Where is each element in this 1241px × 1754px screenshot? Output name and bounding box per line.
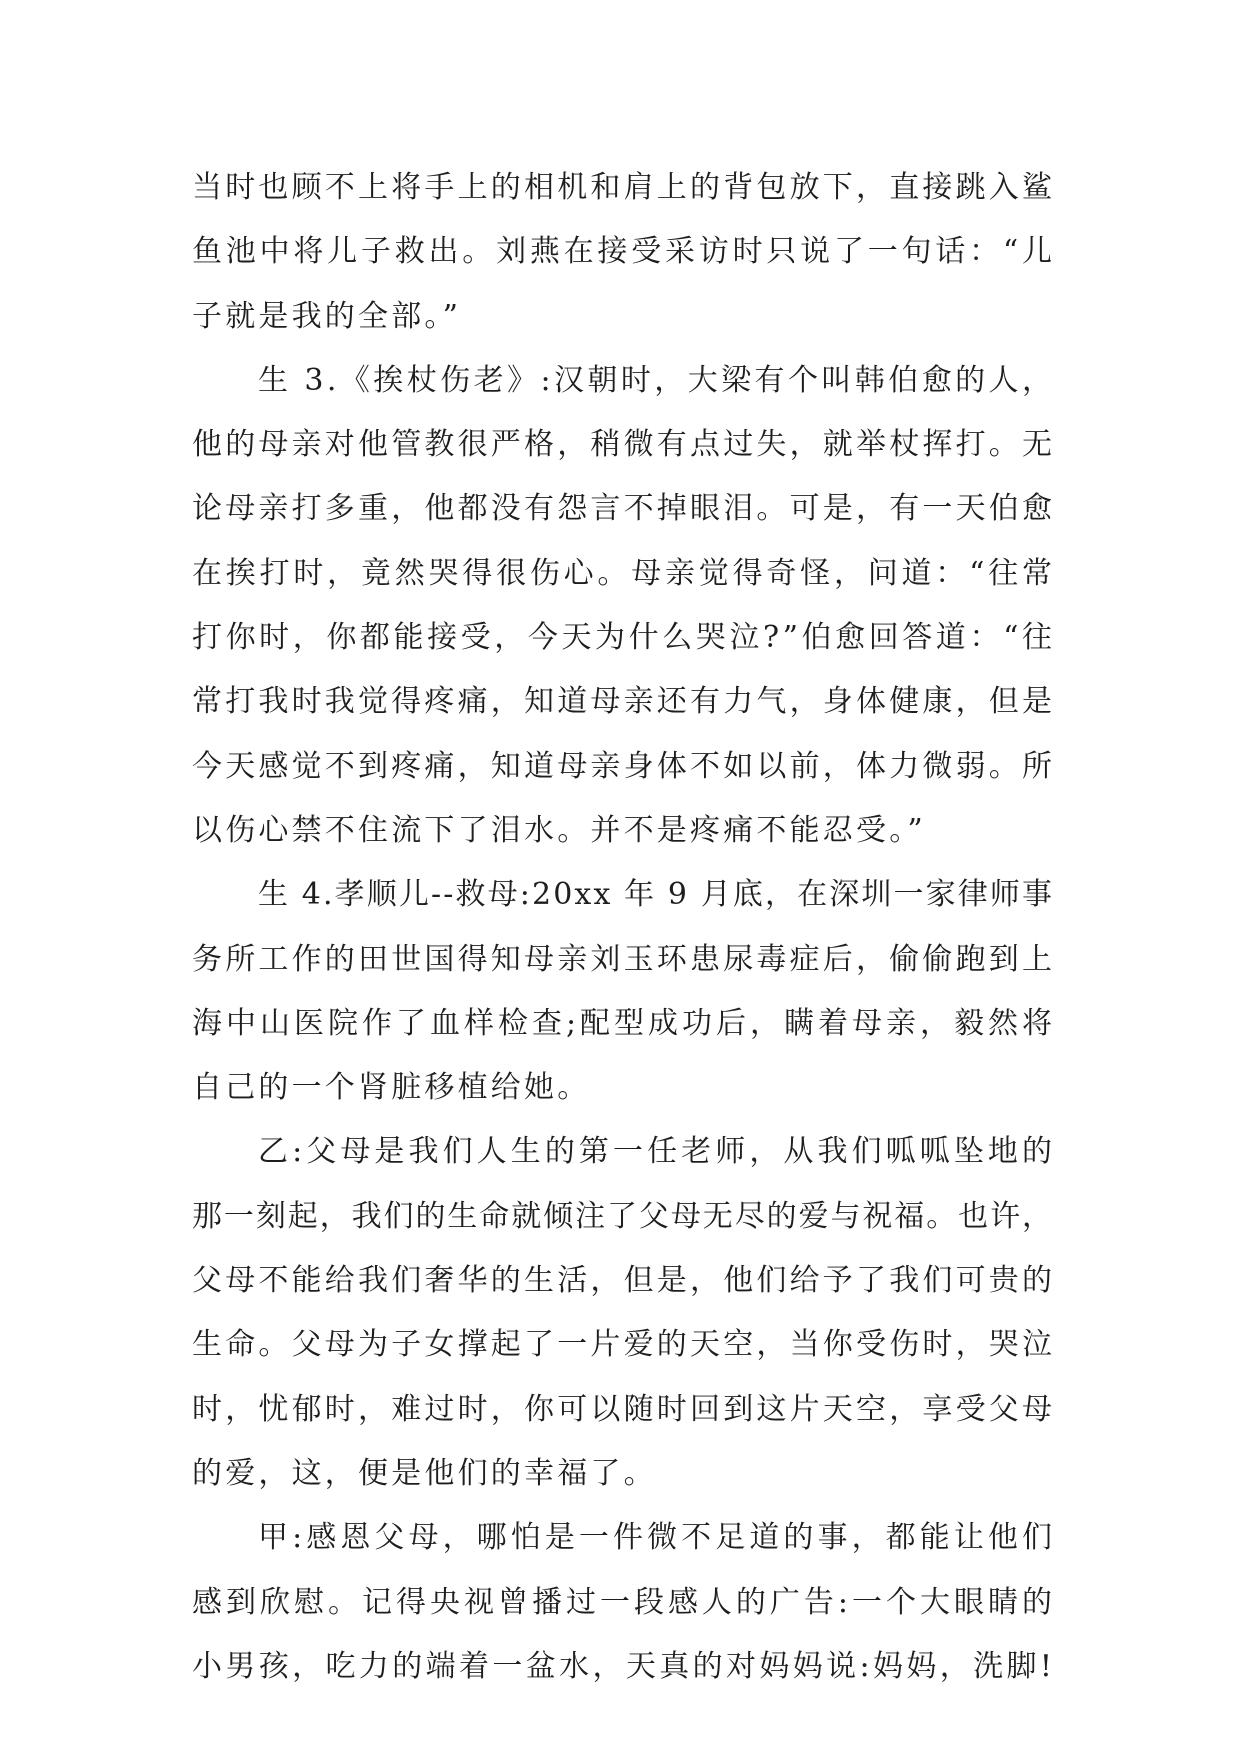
text-line: 在挨打时，竟然哭得很伤心。母亲觉得奇怪，问道：“往常 <box>192 555 1056 591</box>
text-line: 生命。父母为子女撑起了一片爱的天空，当你受伤时，哭泣 <box>192 1327 1056 1363</box>
text-line: 那一刻起，我们的生命就倾注了父母无尽的爱与祝福。也许， <box>192 1198 1054 1234</box>
paragraph <box>192 863 1056 1120</box>
text-line: 打你时，你都能接受，今天为什么哭泣?”伯愈回答道：“往 <box>192 620 1056 656</box>
text-line: 子就是我的全部。” <box>192 298 462 334</box>
body-text <box>192 156 1057 1699</box>
text-line: 以伤心禁不住流下了泪水。并不是疼痛不能忍受。” <box>192 812 926 848</box>
text-line: 他的母亲对他管教很严格，稍微有点过失，就举杖挥打。无 <box>192 427 1056 463</box>
text-line: 小男孩，吃力的端着一盆水，天真的对妈妈说:妈妈，洗脚! <box>192 1648 1056 1684</box>
text-line: 父母不能给我们奢华的生活，但是，他们给予了我们可贵的 <box>192 1263 1056 1299</box>
paragraph <box>192 349 1056 863</box>
text-line: 的爱，这，便是他们的幸福了。 <box>192 1455 657 1491</box>
paragraph <box>192 1506 1057 1699</box>
text-line: 鱼池中将儿子救出。刘燕在接受采访时只说了一句话：“儿 <box>192 234 1056 270</box>
text-line: 海中山医院作了血样检查;配型成功后，瞒着母亲，毅然将 <box>192 1005 1056 1041</box>
paragraph <box>192 156 1056 349</box>
text-line: 甲:感恩父母，哪怕是一件微不足道的事，都能让他们 <box>258 1520 1057 1556</box>
paragraph <box>192 1120 1057 1506</box>
text-line: 论母亲打多重，他都没有怨言不掉眼泪。可是，有一天伯愈 <box>192 491 1056 527</box>
text-line: 常打我时我觉得疼痛，知道母亲还有力气，身体健康，但是 <box>192 684 1056 720</box>
text-line: 感到欣慰。记得央视曾播过一段感人的广告:一个大眼睛的 <box>192 1584 1056 1620</box>
text-line: 生 4.孝顺儿--救母:20xx 年 9 月底，在深圳一家律师事 <box>258 877 1055 913</box>
text-line: 生 3.《挨杖伤老》:汉朝时，大梁有个叫韩伯愈的人， <box>258 362 1056 398</box>
text-line: 乙:父母是我们人生的第一任老师，从我们呱呱坠地的 <box>258 1134 1057 1170</box>
text-line: 当时也顾不上将手上的相机和肩上的背包放下，直接跳入鲨 <box>192 170 1056 205</box>
text-line: 务所工作的田世国得知母亲刘玉环患尿毒症后，偷偷跑到上 <box>192 941 1056 977</box>
text-line: 时，忧郁时，难过时，你可以随时回到这片天空，享受父母 <box>192 1391 1056 1427</box>
text-line: 今天感觉不到疼痛，知道母亲身体不如以前，体力微弱。所 <box>192 748 1056 784</box>
text-line: 自己的一个肾脏移植给她。 <box>192 1070 591 1106</box>
